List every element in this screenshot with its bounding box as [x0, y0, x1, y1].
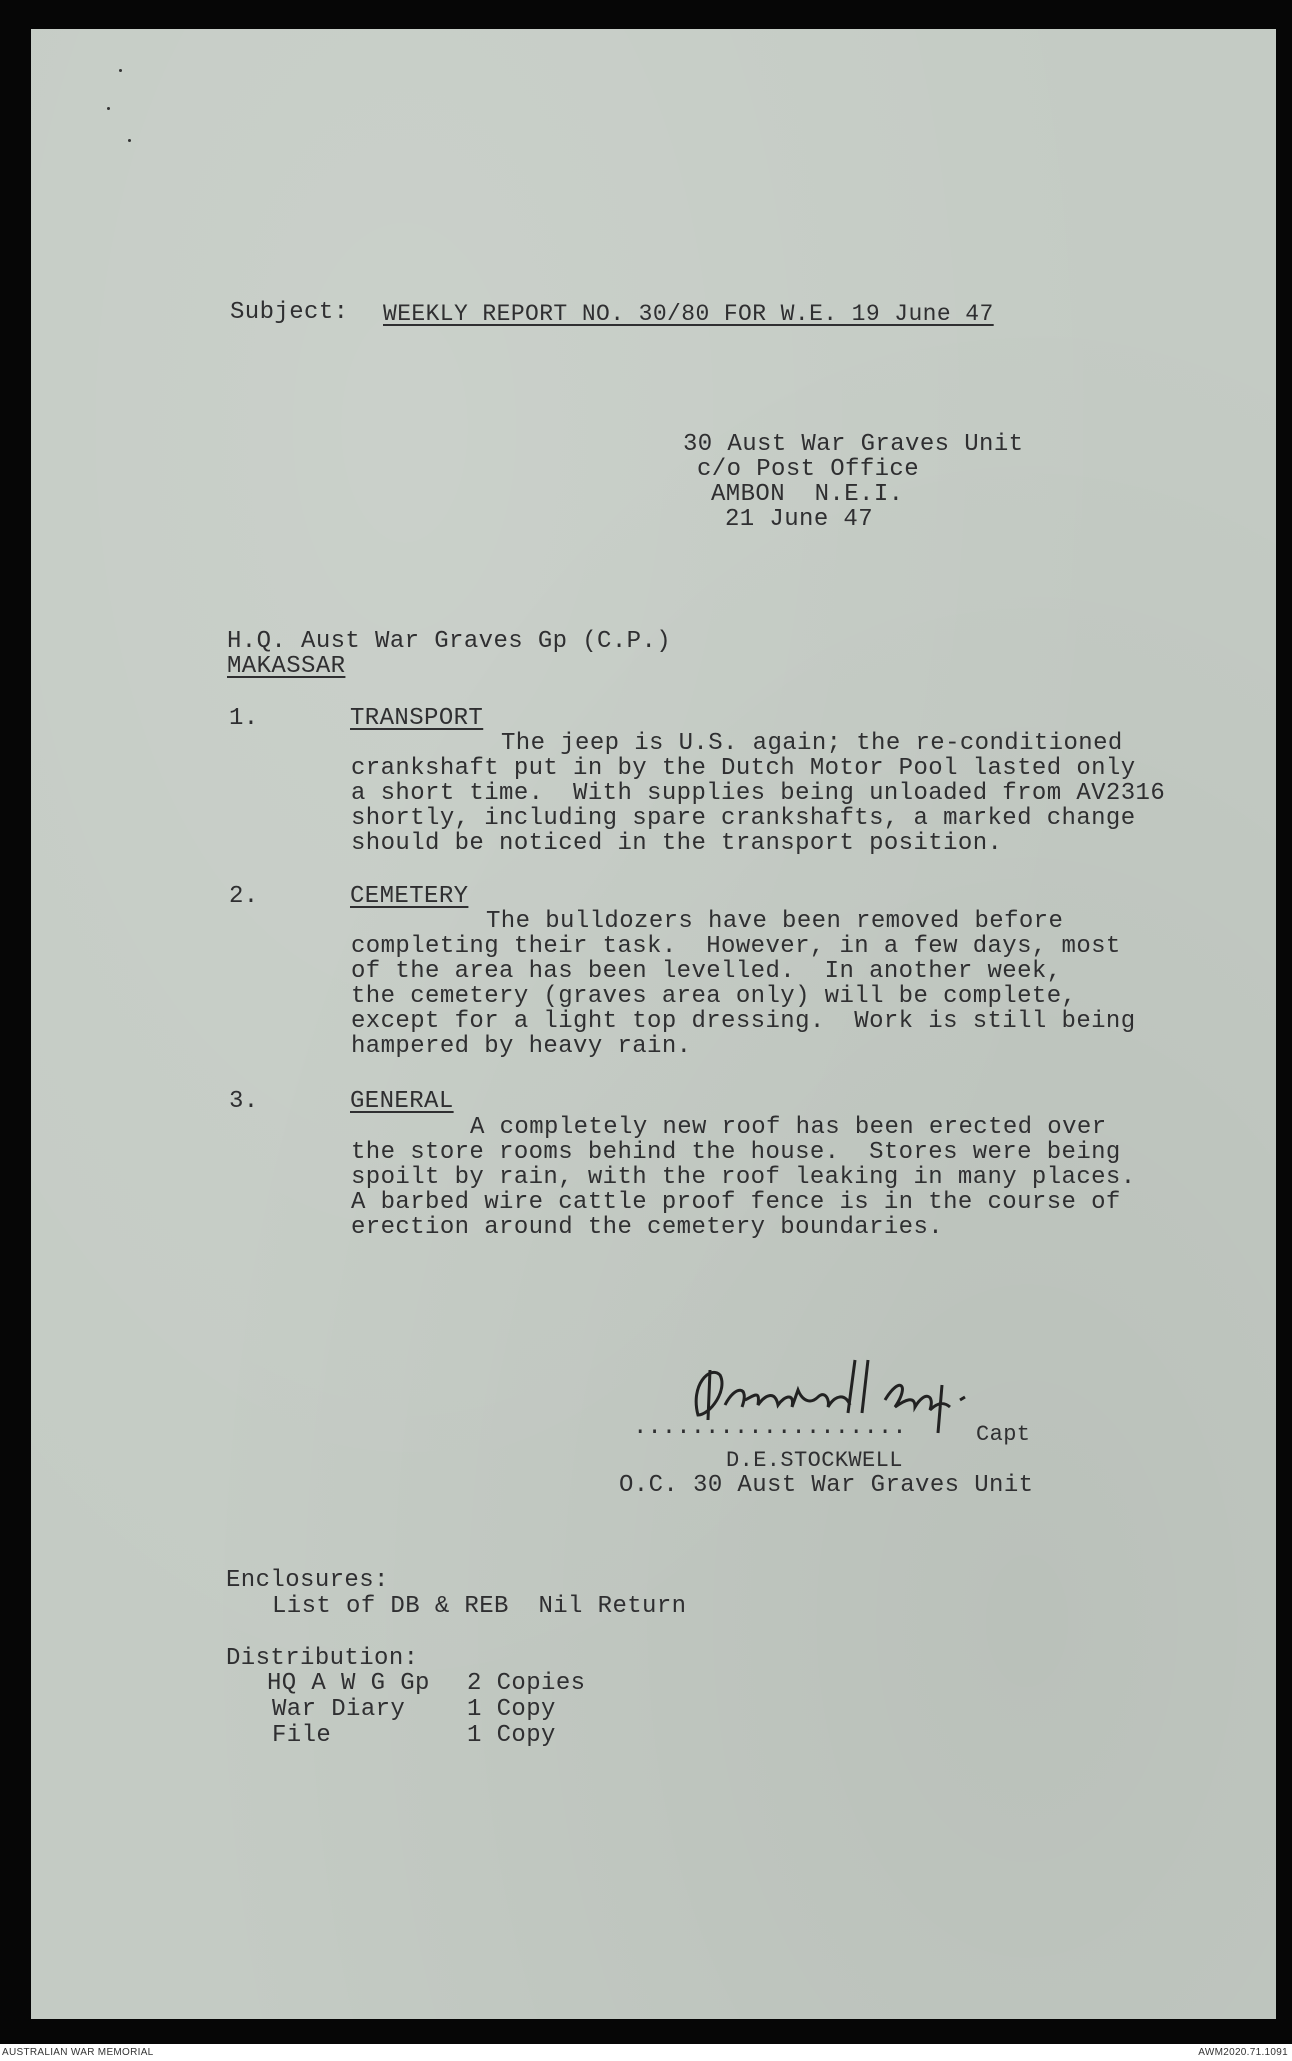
section-1-line: crankshaft put in by the Dutch Motor Pool lasted only [351, 755, 1136, 782]
footer-institution: AUSTRALIAN WAR MEMORIAL [2, 2047, 154, 2058]
subject-text: WEEKLY REPORT NO. 30/80 FOR W.E. 19 June 47 [383, 301, 994, 327]
distribution-recipient: War Diary [272, 1696, 406, 1723]
sender-line-2: c/o Post Office [697, 456, 920, 483]
section-2-line: of the area has been levelled. In another week, [351, 958, 1062, 985]
section-2-line: The bulldozers have been removed before [486, 908, 1064, 935]
paper-speck [128, 139, 131, 142]
enclosures-label: Enclosures: [226, 1567, 389, 1594]
section-1-line: a short time. With supplies being unloaded from AV2316 [351, 780, 1166, 807]
section-2-line: except for a light top dressing. Work is still being [351, 1008, 1136, 1035]
signatory-name: D.E.STOCKWELL [726, 1448, 903, 1473]
section-3-line: A completely new roof has been erected over [470, 1114, 1107, 1141]
distribution-label: Distribution: [226, 1645, 419, 1672]
enclosures-item: List of DB & REB Nil Return [272, 1593, 687, 1620]
section-2-number: 2. [229, 883, 259, 910]
sender-line-1: 30 Aust War Graves Unit [683, 431, 1024, 458]
sender-line-3: AMBON N.E.I. [711, 481, 904, 508]
section-2-line: completing their task. However, in a few days, most [351, 933, 1121, 960]
signatory-title: O.C. 30 Aust War Graves Unit [619, 1472, 1034, 1499]
footer-accession-number: AWM2020.71.1091 [1198, 2047, 1288, 2058]
section-1-line: shortly, including spare crankshafts, a marked change [351, 805, 1136, 832]
signature-rank: Capt [976, 1422, 1031, 1447]
recipient-line-1: H.Q. Aust War Graves Gp (C.P.) [227, 628, 672, 655]
signature-dotted-line: ................... [633, 1414, 907, 1441]
section-3-line: A barbed wire cattle proof fence is in the course of [351, 1189, 1121, 1216]
section-3-line: erection around the cemetery boundaries. [351, 1214, 944, 1241]
section-3-line: the store rooms behind the house. Stores were being [351, 1139, 1121, 1166]
section-2-line: the cemetery (graves area only) will be complete, [351, 983, 1077, 1010]
section-1-line: should be noticed in the transport position. [351, 830, 1003, 857]
sender-date: 21 June 47 [725, 506, 874, 533]
distribution-copies: 2 Copies [467, 1670, 586, 1697]
section-2-heading: CEMETERY [350, 883, 469, 910]
distribution-copies: 1 Copy [467, 1696, 556, 1723]
paper-speck [119, 69, 122, 72]
section-3-heading: GENERAL [350, 1088, 454, 1115]
section-1-heading: TRANSPORT [350, 705, 484, 732]
section-3-number: 3. [229, 1088, 259, 1115]
section-1-number: 1. [229, 705, 259, 732]
distribution-recipient: HQ A W G Gp [267, 1670, 430, 1697]
section-3-line: spoilt by rain, with the roof leaking in many places. [351, 1164, 1136, 1191]
recipient-line-2: MAKASSAR [227, 653, 346, 680]
distribution-copies: 1 Copy [467, 1722, 556, 1749]
subject-label: Subject: [230, 299, 349, 326]
section-1-line: The jeep is U.S. again; the re-conditioned [501, 730, 1123, 757]
section-2-line: hampered by heavy rain. [351, 1033, 692, 1060]
distribution-recipient: File [272, 1722, 332, 1749]
paper-speck [107, 107, 110, 110]
